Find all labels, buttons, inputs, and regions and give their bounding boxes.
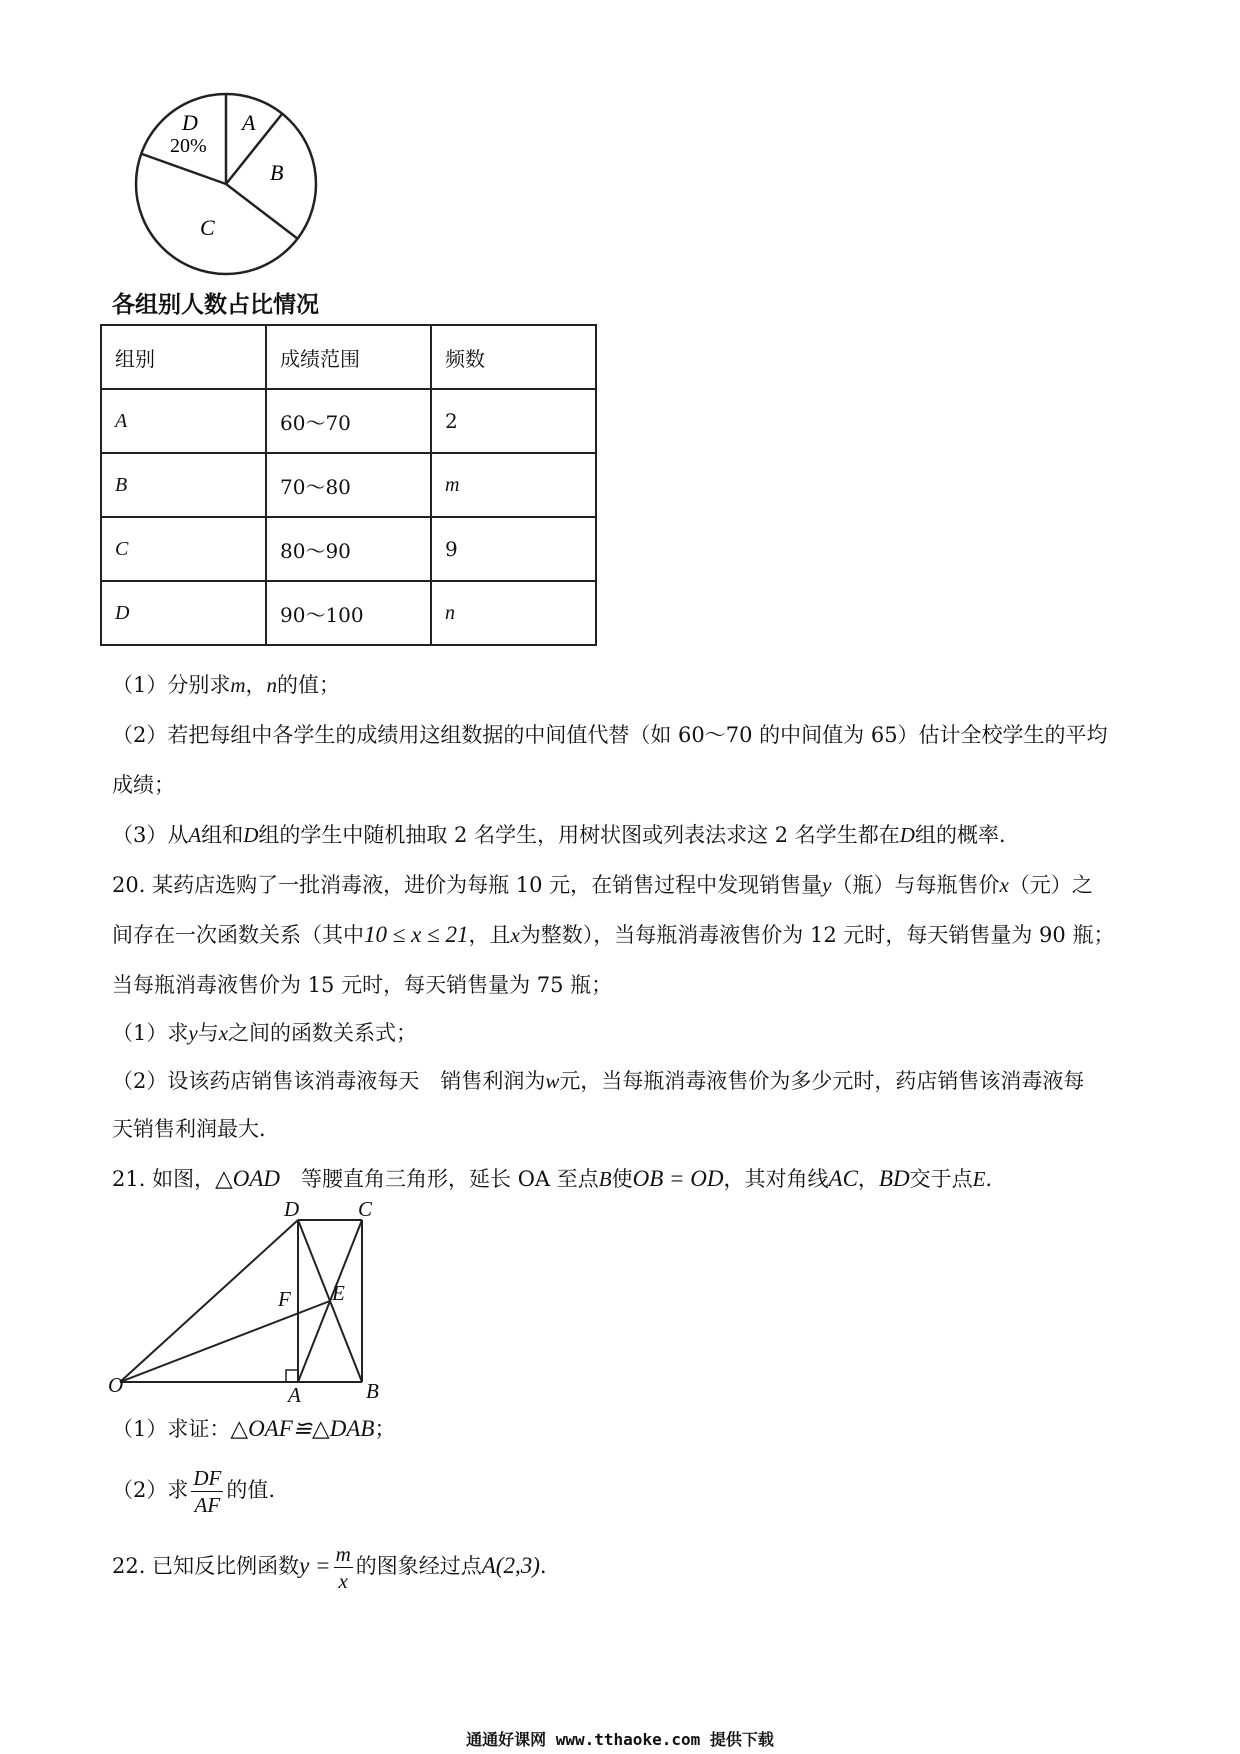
label-C: C [358, 1197, 373, 1221]
text: 22. 已知反比例函数 [112, 1554, 300, 1578]
var-x: x [999, 873, 1009, 897]
equation-y: y = [299, 1553, 331, 1578]
table-cell: m [431, 453, 596, 517]
table-cell: 80～90 [266, 517, 431, 581]
q20-part2-line2: 天销售利润最大． [112, 1117, 280, 1141]
text: 元，当每瓶消毒液售价为多少元时，药店销售该消毒液每 [559, 1069, 1085, 1093]
var-w: w [545, 1069, 560, 1093]
q20-line3: 当每瓶消毒液售价为 15 元时，每天销售量为 75 瓶； [112, 973, 613, 997]
text: 20. 某药店选购了一批消毒液，进价为每瓶 10 元，在销售过程中发现销售量 [112, 873, 823, 897]
text: ； [374, 1417, 396, 1441]
table-header-row [101, 325, 596, 389]
var-x: x [510, 923, 520, 947]
chart-caption: 各组别人数占比情况 [112, 292, 319, 318]
text: 的值. [226, 1478, 276, 1502]
text: . [539, 1554, 547, 1578]
table-row [101, 389, 596, 453]
table-cell: 2 [431, 389, 596, 453]
text: 之间的函数关系式； [228, 1021, 418, 1045]
pie-slice-divider [142, 154, 226, 184]
table-cell: C [101, 517, 266, 581]
var-B: B [598, 1167, 612, 1191]
pie-label-b: B [270, 160, 284, 185]
text: 组的学生中随机抽取 2 名学生，用树状图或列表法求这 2 名学生都在 [258, 823, 900, 847]
point-A: A(2,3) [481, 1553, 540, 1578]
label-F: F [278, 1287, 291, 1311]
text: ，其对角线 [723, 1167, 829, 1191]
text: （瓶）与每瓶售价 [831, 873, 1000, 897]
text: 与 [197, 1021, 219, 1045]
table-row [101, 517, 596, 581]
text: . [985, 1167, 993, 1191]
pie-label-c: C [200, 215, 215, 240]
text: 组的概率． [914, 823, 1020, 847]
table-header: 组别 [101, 325, 266, 389]
segment-BD: BD [878, 1166, 910, 1191]
pie-chart [130, 90, 330, 280]
table-cell: n [431, 581, 596, 645]
table-row [101, 581, 596, 645]
q22-line1 [112, 1536, 547, 1596]
table-header: 成绩范围 [266, 325, 431, 389]
geometry-figure [108, 1196, 408, 1406]
label-E: E [332, 1281, 345, 1305]
equation: OB = OD [632, 1166, 724, 1191]
var-E: E [972, 1167, 986, 1191]
fraction-m-x [334, 1541, 353, 1594]
table-cell: D [101, 581, 266, 645]
var-D: D [899, 823, 915, 847]
label-A: A [288, 1383, 301, 1406]
fraction-denominator: AF [194, 1493, 221, 1517]
table-row [101, 453, 596, 517]
text: 交于点 [909, 1167, 973, 1191]
text: ， [857, 1167, 879, 1191]
table-cell: 9 [431, 517, 596, 581]
var-y: y [188, 1021, 198, 1045]
text: （2）设该药店销售该消毒液每天 销售利润为 [112, 1069, 546, 1093]
q20-part2-line1 [112, 1066, 1084, 1096]
triangle-OAD: △OAD [215, 1166, 281, 1191]
segment-OD [120, 1220, 298, 1382]
pie-slice-divider [226, 184, 298, 239]
text: 组和 [201, 823, 244, 847]
var-D: D [243, 823, 259, 847]
text: （元）之 [1008, 873, 1093, 897]
text: 21. 如图， [112, 1167, 216, 1191]
q21-line1 [112, 1164, 992, 1194]
label-D: D [284, 1197, 300, 1221]
pie-label-d: D [182, 110, 198, 135]
table-cell: 90～100 [266, 581, 431, 645]
q19-part2-line2: 成绩； [112, 773, 175, 797]
q19-part3 [112, 820, 1020, 850]
text: 为整数），当每瓶消毒液售价为 12 元时，每天销售量为 90 瓶； [519, 923, 1115, 947]
q19-part2-line1: （2）若把每组中各学生的成绩用这组数据的中间值代替（如 60～70 的中间值为 65）估计全校学生的平均 [112, 723, 1108, 747]
text: 的图象经过点 [355, 1554, 482, 1578]
var-x: x [218, 1021, 229, 1045]
fraction-denominator: x [338, 1569, 348, 1593]
q20-line2 [112, 920, 1114, 950]
fraction-numerator: m [335, 1542, 351, 1566]
var-n: n [266, 673, 278, 697]
segment-AC: AC [828, 1166, 858, 1191]
text: ， [245, 673, 267, 697]
frequency-table [100, 324, 597, 646]
pie-label-a: A [242, 110, 256, 135]
right-angle-mark [286, 1370, 298, 1382]
label-O: O [108, 1373, 124, 1397]
text: ，且 [468, 923, 511, 947]
q20-line1 [112, 870, 1093, 900]
fraction-numerator: DF [193, 1466, 222, 1490]
inequality: 10 ≤ x ≤ 21 [364, 922, 469, 947]
pie-label-d-percent: 20% [170, 135, 207, 157]
table-cell: 70～80 [266, 453, 431, 517]
text: （1）分别求 [112, 673, 231, 697]
q21-part1 [112, 1414, 395, 1444]
q20-part1 [112, 1018, 417, 1048]
text: 使 [611, 1167, 633, 1191]
text: 的值； [277, 673, 341, 697]
table-header: 频数 [431, 325, 596, 389]
text: 等腰直角三角形，延长 OA 至点 [280, 1167, 599, 1191]
fraction-DF-AF [191, 1465, 223, 1518]
text: （1）求 [112, 1021, 189, 1045]
var-m: m [230, 673, 246, 697]
page-footer: 通通好课网 www.tthaoke.com 提供下载 [466, 1730, 774, 1749]
q19-part1 [112, 670, 340, 700]
var-y: y [822, 873, 832, 897]
text: （3）从 [112, 823, 189, 847]
congruence-expr: △OAF≌△DAB [230, 1416, 375, 1441]
label-B: B [366, 1379, 379, 1403]
var-A: A [188, 823, 202, 847]
table-cell: A [101, 389, 266, 453]
table-cell: 60～70 [266, 389, 431, 453]
q21-part2 [112, 1460, 275, 1520]
table-cell: B [101, 453, 266, 517]
text: （1）求证： [112, 1417, 231, 1441]
text: （2）求 [112, 1478, 189, 1502]
text: 间存在一次函数关系（其中 [112, 923, 364, 947]
